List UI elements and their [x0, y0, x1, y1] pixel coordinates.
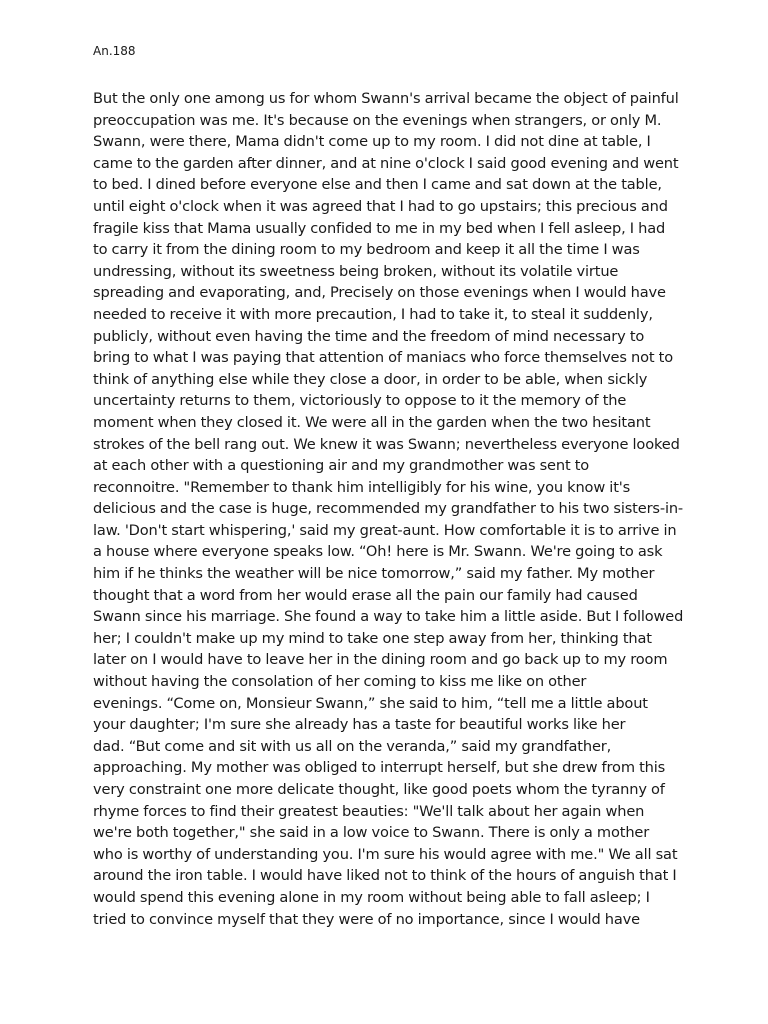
text-line: Swann since his marriage. She found a way to take him a little aside. But I followed [93, 608, 684, 626]
text-line: dad. “But come and sit with us all on the veranda,” said my grandfather, [93, 737, 612, 755]
text-line: would spend this evening alone in my room without being able to fall asleep; I [93, 888, 650, 906]
text-line: law. 'Don't start whispering,' said my great-aunt. How comfortable it is to arrive in [93, 521, 677, 539]
text-line: undressing, without its sweetness being broken, without its volatile virtue [93, 262, 619, 280]
text-line: reconnoitre. "Remember to thank him intelligibly for his wine, you know it's [93, 478, 631, 496]
text-line: very constraint one more delicate thought, like good poets whom the tyranny of [93, 781, 665, 798]
text-line: rhyme forces to find their greatest beauties: "We'll talk about her again when [93, 802, 645, 820]
text-line: uncertainty returns to them, victoriously to oppose to it the memory of the [93, 392, 627, 410]
text-line: bring to what I was paying that attention of maniacs who force themselves not to [93, 349, 674, 367]
text-line: fragile kiss that Mama usually confided to me in my bed when I fell asleep, I had [93, 219, 666, 237]
text-line: without having the consolation of her coming to kiss me like on other [93, 673, 587, 691]
body-paragraph [93, 88, 683, 930]
text-line: tried to convince myself that they were of no importance, since I would have [93, 910, 640, 928]
text-line: Swann, were there, Mama didn't come up to my room. I did not dine at table, I [93, 133, 651, 151]
text-line: evenings. “Come on, Monsieur Swann,” she said to him, “tell me a little about [93, 694, 648, 712]
text-line: moment when they closed it. We were all in the garden when the two hesitant [93, 413, 651, 431]
text-line: publicly, without even having the time and the freedom of mind necessary to [93, 327, 645, 345]
text-line: her; I couldn't make up my mind to take one step away from her, thinking that [93, 629, 652, 647]
text-line: around the iron table. I would have liked not to think of the hours of anguish that I [93, 867, 677, 885]
text-line: we're both together," she said in a low voice to Swann. There is only a mother [93, 824, 650, 842]
text-line: preoccupation was me. It's because on the evenings when strangers, or only M. [93, 111, 662, 129]
text-line: a house where everyone speaks low. “Oh! here is Mr. Swann. We're going to ask [93, 543, 663, 561]
text-line: until eight o'clock when it was agreed that I had to go upstairs; this precious and [93, 197, 668, 215]
text-line: him if he thinks the weather will be nice tomorrow,” said my father. My mother [93, 565, 655, 583]
text-line: came to the garden after dinner, and at nine o'clock I said good evening and went [93, 154, 679, 172]
text-line: at each other with a questioning air and my grandmother was sent to [93, 457, 590, 475]
text-line: your daughter; I'm sure she already has a taste for beautiful works like her [93, 716, 626, 734]
text-line: thought that a word from her would erase all the pain our family had caused [93, 586, 638, 604]
text-line: to carry it from the dining room to my bedroom and keep it all the time I was [93, 241, 640, 259]
text-line: delicious and the case is huge, recommended my grandfather to his two sisters-in- [93, 500, 684, 518]
text-line: strokes of the bell rang out. We knew it was Swann; nevertheless everyone looked [93, 435, 680, 453]
text-line: spreading and evaporating, and, Precisely on those evenings when I would have [93, 284, 666, 302]
page-reference: An.188 [93, 44, 136, 58]
text-line: needed to receive it with more precaution, I had to take it, to steal it suddenly, [93, 305, 653, 323]
text-line: think of anything else while they close a door, in order to be able, when sickly [93, 370, 648, 388]
text-line: who is worthy of understanding you. I'm sure his would agree with me." We all sat [93, 845, 678, 863]
text-line: later on I would have to leave her in the dining room and go back up to my room [93, 651, 668, 669]
text-line: But the only one among us for whom Swann's arrival became the object of painful [93, 90, 679, 107]
text-line: approaching. My mother was obliged to interrupt herself, but she drew from this [93, 759, 666, 777]
text-line: to bed. I dined before everyone else and then I came and sat down at the table, [93, 176, 662, 194]
